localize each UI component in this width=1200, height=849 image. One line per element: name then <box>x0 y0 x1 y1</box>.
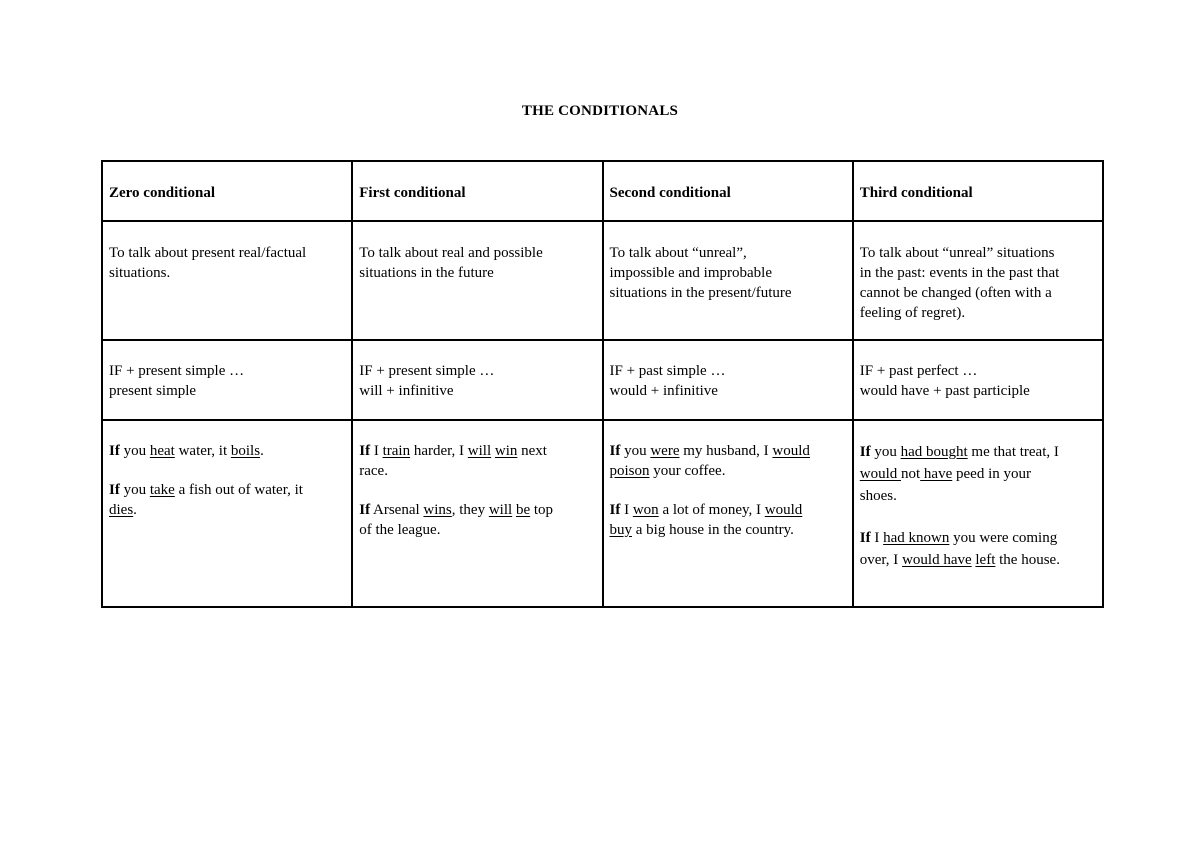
underlined-word: had known <box>883 530 950 546</box>
text-line: situations. <box>109 265 171 281</box>
page-title: THE CONDITIONALS <box>521 103 679 119</box>
underlined-word: take <box>149 482 175 498</box>
text-run: I <box>370 443 383 459</box>
text-run: . <box>133 502 137 518</box>
text-line: To talk about “unreal”, <box>609 245 747 261</box>
text-run: a fish out of water, it <box>174 482 303 498</box>
example-line <box>109 441 345 461</box>
conditionals-table <box>101 160 1104 608</box>
example-line <box>860 549 1096 571</box>
text-run: you <box>620 443 651 459</box>
underlined-word: have <box>920 466 953 482</box>
form-cell <box>603 340 853 420</box>
text-line: cannot be changed (often with a <box>859 285 1052 301</box>
text-run: water, it <box>174 443 231 459</box>
underlined-word: win <box>494 443 518 459</box>
underlined-word: had bought <box>900 444 968 460</box>
example-line <box>109 480 345 500</box>
text-line: situations in the present/future <box>609 285 792 301</box>
text-run: I <box>620 502 633 518</box>
example-line <box>359 441 595 461</box>
text-run: I <box>870 530 884 546</box>
header-cell: First conditional <box>352 161 602 221</box>
header-row <box>102 161 1103 221</box>
example-line <box>610 500 846 520</box>
text-line: To talk about present real/factual <box>109 245 307 261</box>
underlined-word: wins <box>423 502 452 518</box>
examples-cell <box>352 420 602 607</box>
example-line <box>860 485 1096 507</box>
underlined-word: boils <box>230 443 261 459</box>
underlined-word: be <box>515 502 531 518</box>
text-run: a big house in the country. <box>632 522 794 538</box>
bold-word: If <box>609 502 621 518</box>
examples-cell <box>853 420 1103 607</box>
text-run: you were coming <box>949 530 1058 546</box>
example-sentence <box>860 527 1096 571</box>
text-line: would have + past participle <box>859 383 1030 399</box>
underlined-word: won <box>632 502 659 518</box>
example-sentence <box>359 441 595 481</box>
text-run: my husband, I <box>679 443 773 459</box>
examples-row <box>102 420 1103 607</box>
header-cell: Second conditional <box>603 161 853 221</box>
bold-word: If <box>109 482 120 498</box>
usage-row <box>102 221 1103 340</box>
text-line: IF + past perfect … <box>859 363 978 379</box>
text-line: To talk about real and possible <box>359 245 543 261</box>
example-line <box>610 461 846 481</box>
header-cell: Third conditional <box>853 161 1103 221</box>
usage-cell <box>352 221 602 340</box>
example-line <box>860 527 1096 549</box>
example-sentence <box>610 441 846 481</box>
text-run: me that treat, I <box>967 444 1059 460</box>
text-line: To talk about “unreal” situations <box>859 245 1055 261</box>
text-run: the house. <box>995 552 1060 568</box>
example-line <box>860 463 1096 485</box>
text-line: IF + present simple … <box>359 363 495 379</box>
header-cell: Zero conditional <box>102 161 352 221</box>
text-run: you <box>119 482 150 498</box>
text-run: your coffee. <box>649 463 726 479</box>
text-line: IF + past simple … <box>609 363 726 379</box>
text-run: a lot of money, I <box>658 502 765 518</box>
example-sentence <box>359 500 595 540</box>
underlined-word: buy <box>609 522 632 538</box>
form-cell <box>853 340 1103 420</box>
examples-cell <box>102 420 352 607</box>
usage-cell <box>603 221 853 340</box>
bold-word: If <box>359 502 371 518</box>
text-run: race. <box>359 463 388 479</box>
text-run: next <box>517 443 547 459</box>
underlined-word: dies <box>109 502 134 518</box>
text-line: IF + present simple … <box>109 363 245 379</box>
underlined-word: would <box>772 443 810 459</box>
text-line: in the past: events in the past that <box>859 265 1060 281</box>
usage-cell <box>102 221 352 340</box>
bold-word: If <box>859 444 871 460</box>
underlined-word: poison <box>609 463 650 479</box>
text-run: peed in your <box>952 466 1031 482</box>
text-run: over, I <box>859 552 903 568</box>
underlined-word: would have <box>902 552 972 568</box>
example-line <box>860 441 1096 463</box>
bold-word: If <box>609 443 621 459</box>
example-line <box>109 500 345 520</box>
examples-cell <box>603 420 853 607</box>
form-cell <box>352 340 602 420</box>
text-run: , they <box>451 502 489 518</box>
example-line <box>359 500 595 520</box>
underlined-word: would <box>859 466 901 482</box>
example-line <box>610 520 846 540</box>
example-sentence <box>860 441 1096 507</box>
text-run: Arsenal <box>370 502 424 518</box>
text-line: will + infinitive <box>359 383 454 399</box>
example-line <box>610 441 846 461</box>
underlined-word: were <box>650 443 680 459</box>
text-line: would + infinitive <box>609 383 718 399</box>
bold-word: If <box>109 443 120 459</box>
text-line: situations in the future <box>359 265 494 281</box>
form-cell <box>102 340 352 420</box>
text-run: you <box>870 444 901 460</box>
example-line <box>359 520 595 540</box>
example-sentence <box>610 500 846 540</box>
usage-cell <box>853 221 1103 340</box>
text-run: . <box>260 443 264 459</box>
text-run: not <box>901 466 921 482</box>
form-row <box>102 340 1103 420</box>
text-line: present simple <box>109 383 197 399</box>
text-run: of the league. <box>359 522 441 538</box>
text-line: impossible and improbable <box>609 265 772 281</box>
text-run: shoes. <box>859 488 897 504</box>
bold-word: If <box>359 443 371 459</box>
example-sentence <box>109 480 345 520</box>
example-sentence <box>109 441 345 461</box>
text-line: feeling of regret). <box>859 305 966 321</box>
example-line <box>359 461 595 481</box>
underlined-word: would <box>764 502 803 518</box>
underlined-word: left <box>975 552 996 568</box>
text-run: you <box>119 443 150 459</box>
text-run: harder, I <box>410 443 468 459</box>
text-run: top <box>530 502 554 518</box>
underlined-word: will <box>488 502 513 518</box>
underlined-word: will <box>467 443 492 459</box>
bold-word: If <box>859 530 871 546</box>
underlined-word: train <box>382 443 411 459</box>
underlined-word: heat <box>149 443 175 459</box>
